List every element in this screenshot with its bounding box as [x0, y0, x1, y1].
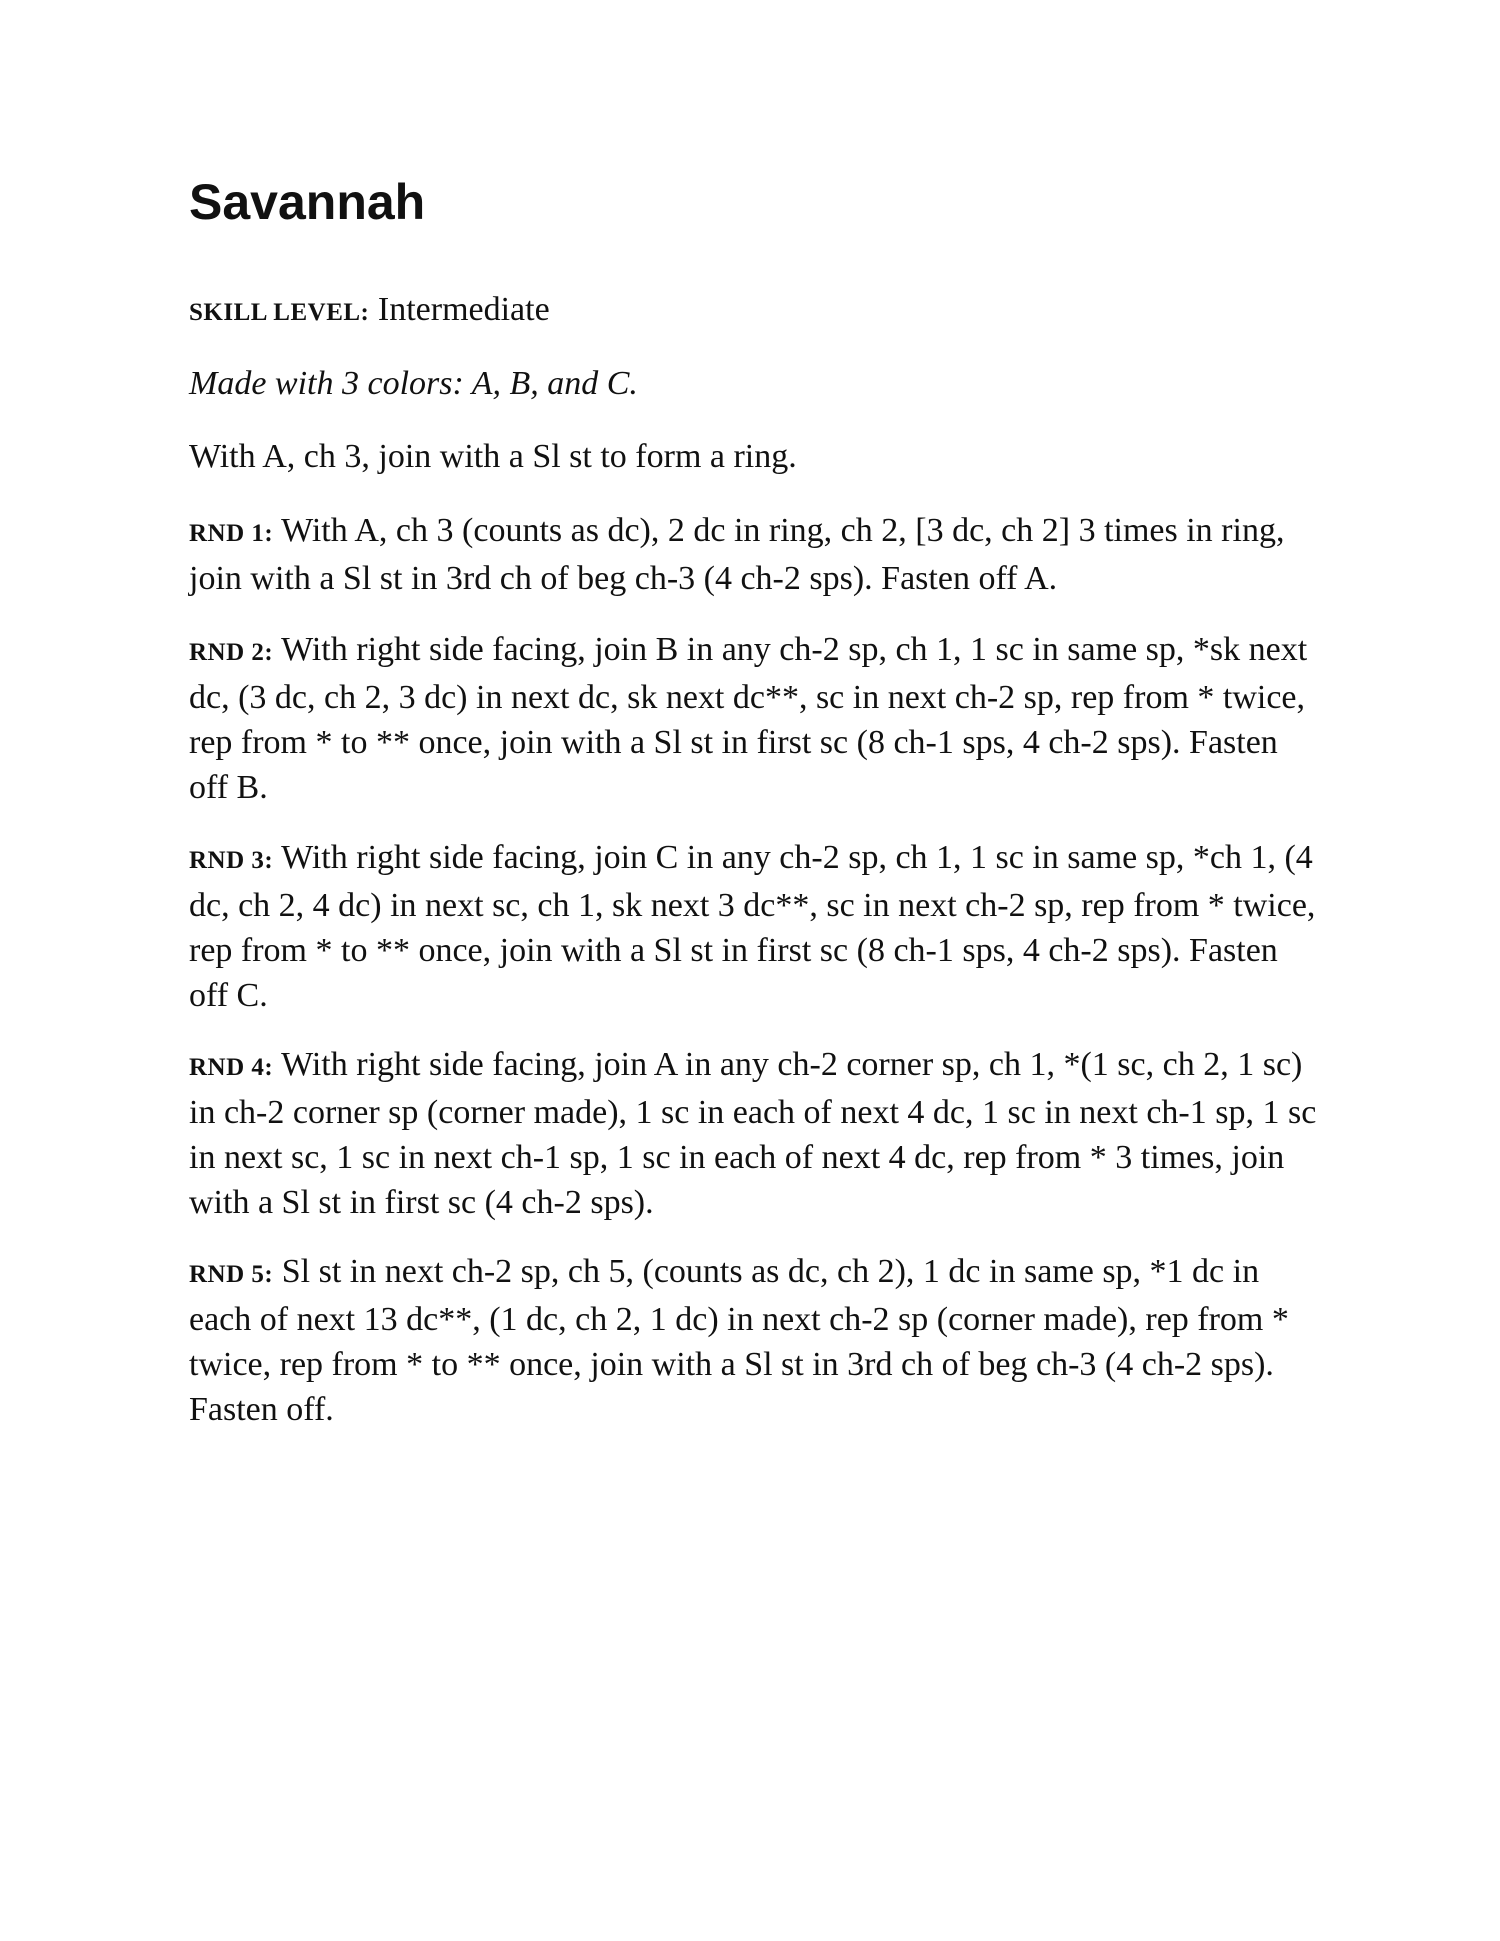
skill-level-value: Intermediate: [369, 291, 550, 328]
round-label: RND 3:: [189, 847, 274, 874]
skill-level-label: SKILL LEVEL:: [189, 299, 370, 326]
colors-note: Made with 3 colors: A, B, and C.: [189, 365, 638, 402]
round-label: RND 4:: [189, 1054, 274, 1081]
start-instruction: With A, ch 3, join with a Sl st to form a ring.: [189, 438, 797, 475]
skill-level: [189, 287, 1319, 335]
round-5: [189, 1249, 1319, 1432]
round-text: With right side facing, join B in any ch-2 sp, ch 1, 1 sc in same sp, *sk next dc, (3 dc, ch 2, 3 dc) in next dc, sk next dc**, sc in next ch-2 sp, rep from * twice, rep from * to ** once, join with a Sl st in first sc (8 ch-1 sps, 4 ch-2 sps). Fasten off B.: [189, 631, 1308, 806]
round-label: RND 2:: [189, 639, 274, 666]
pattern-title: Savannah: [189, 174, 426, 230]
round-1: [189, 508, 1319, 601]
round-text: With A, ch 3 (counts as dc), 2 dc in ring, ch 2, [3 dc, ch 2] 3 times in ring, join with a Sl st in 3rd ch of beg ch-3 (4 ch-2 sps). Fasten off A.: [189, 512, 1285, 597]
round-label: RND 5:: [189, 1261, 274, 1288]
round-text: Sl st in next ch-2 sp, ch 5, (counts as dc, ch 2), 1 dc in same sp, *1 dc in each of next 13 dc**, (1 dc, ch 2, 1 dc) in next ch-2 sp (corner made), rep from * twice, rep from * to ** once, join with a Sl st in 3rd ch of beg ch-3 (4 ch-2 sps). Fasten off.: [189, 1253, 1289, 1428]
round-label: RND 1:: [189, 520, 274, 547]
round-3: [189, 835, 1319, 1018]
round-text: With right side facing, join A in any ch-2 corner sp, ch 1, *(1 sc, ch 2, 1 sc) in ch-2 corner sp (corner made), 1 sc in each of next 4 dc, 1 sc in next ch-1 sp, 1 sc in next sc, 1 sc in next ch-1 sp, 1 sc in each of next 4 dc, rep from * 3 times, join with a Sl st in first sc (4 ch-2 sps).: [189, 1046, 1317, 1221]
round-text: With right side facing, join C in any ch-2 sp, ch 1, 1 sc in same sp, *ch 1, (4 dc, ch 2, 4 dc) in next sc, ch 1, sk next 3 dc**, sc in next ch-2 sp, rep from * twice, rep from * to ** once, join with a Sl st in first sc (8 ch-1 sps, 4 ch-2 sps). Fasten off C.: [189, 839, 1316, 1014]
round-2: [189, 627, 1319, 810]
round-4: [189, 1042, 1319, 1225]
